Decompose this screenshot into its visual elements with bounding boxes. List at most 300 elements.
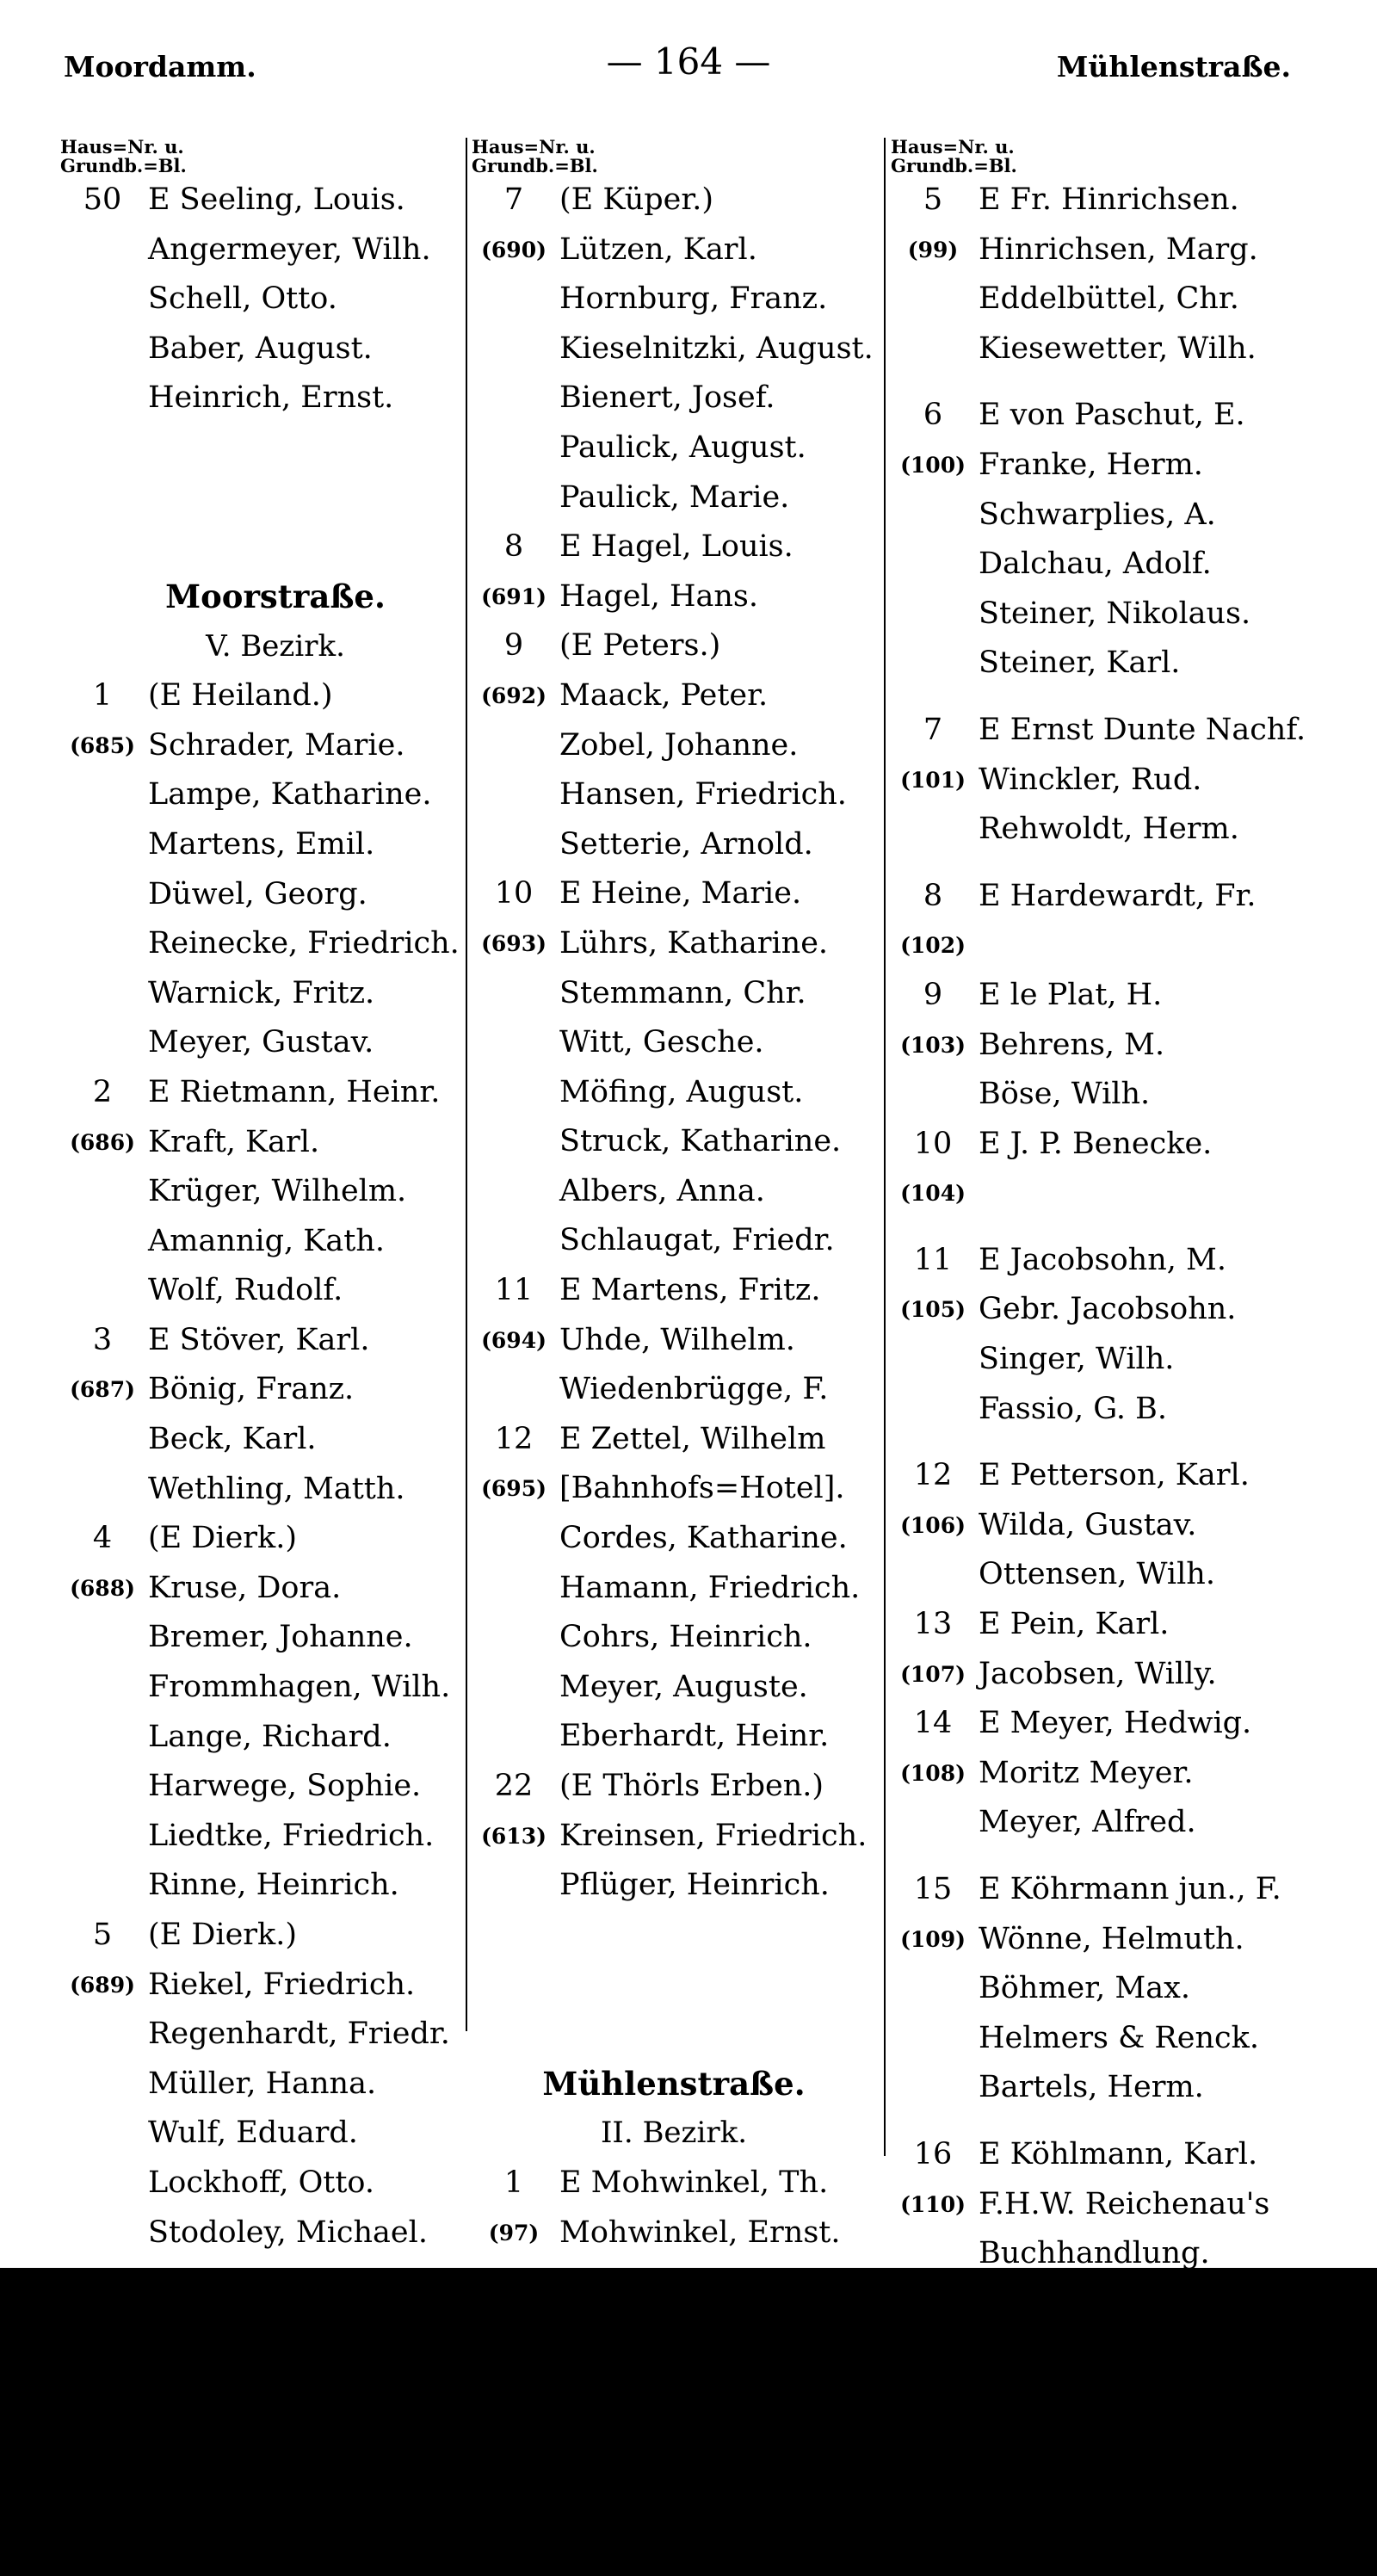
resident-name: Rinne, Heinrich. [148, 1868, 399, 1903]
list-item [60, 1465, 491, 1515]
list-item [472, 374, 876, 423]
resident-name: Hinrichsen, Marg. [979, 232, 1258, 267]
resident-name: Wiedenbrügge, F. [559, 1372, 829, 1407]
column-caption: Haus=Nr. u. Grundb.=Bl. [891, 136, 1017, 176]
list-item [60, 870, 491, 920]
list-item [891, 491, 1347, 541]
column-caption: Haus=Nr. u. Grundb.=Bl. [472, 136, 598, 176]
list-item [891, 1501, 1347, 1551]
list-item [472, 721, 876, 771]
list-item [472, 1464, 876, 1514]
list-item [472, 671, 876, 721]
house-number: (97) [488, 2220, 540, 2246]
resident-name: Zobel, Johanne. [559, 727, 799, 763]
resident-name: Singer, Wilh. [979, 1342, 1175, 1377]
resident-name: Schwarplies, A. [979, 497, 1216, 532]
resident-name: Liedtke, Friedrich. [148, 1818, 435, 1853]
list-item [891, 1169, 1347, 1219]
resident-name: Harwege, Sophie. [148, 1769, 422, 1804]
list-item [472, 2208, 876, 2258]
resident-name: Bremer, Johanne. [148, 1620, 413, 1655]
list-item [472, 324, 876, 374]
resident-name: Kiesewetter, Wilh. [979, 330, 1257, 366]
list-item [891, 1798, 1347, 1848]
house-number: 11 [494, 1273, 534, 1308]
house-number: 8 [923, 878, 943, 913]
list-item [472, 1216, 876, 1266]
resident-name: Paulick, Marie. [559, 479, 790, 515]
house-number: 10 [913, 1126, 953, 1161]
list-item [60, 1118, 491, 1168]
house-number: (98) [488, 2319, 540, 2344]
list-item [60, 1167, 491, 1217]
list-item [472, 1514, 876, 1564]
house-number: 1 [92, 678, 113, 713]
list-item [891, 2180, 1347, 2230]
list-item [60, 1266, 491, 1316]
list-item [472, 1266, 876, 1316]
house-number: (102) [900, 933, 966, 959]
resident-name: Steiner, Nikolaus. [979, 596, 1251, 631]
resident-name: E Martens, Fritz. [559, 1273, 821, 1308]
house-number: (103) [900, 1032, 966, 1058]
house-number: 12 [494, 1421, 534, 1456]
resident-name: Eberhardt, Heinr. [559, 1719, 830, 1754]
resident-name: Frommhagen, Wilh. [148, 1670, 451, 1705]
house-number: 17 [913, 2285, 953, 2320]
list-item [891, 1021, 1347, 1071]
house-number: 10 [494, 876, 534, 911]
list-item [472, 2307, 876, 2357]
resident-name: Meyer, Alfred. [979, 1805, 1196, 1840]
list-item [472, 1861, 876, 1911]
resident-name: E Zettel, Wilhelm [559, 1421, 826, 1456]
house-number: (111) [900, 2340, 966, 2366]
list-item [472, 1018, 876, 1068]
list-item [60, 919, 491, 969]
list-item [60, 1365, 491, 1415]
resident-name: Moritz Meyer. [979, 1755, 1194, 1790]
house-number: (108) [900, 1760, 966, 1786]
list-item [891, 2527, 1347, 2576]
house-number: 15 [913, 1872, 953, 1906]
resident-name: (E Küper.) [559, 182, 714, 217]
list-item [472, 969, 876, 1019]
resident-name: Lampe, Katharine. [148, 777, 432, 812]
resident-name: Jacobsen, Willy. [979, 1656, 1217, 1691]
column-3 [891, 138, 1347, 2576]
list-item [60, 324, 491, 374]
resident-name: Baber, August. [148, 330, 373, 366]
list-item [891, 2279, 1347, 2329]
resident-name: Bartels, Herm. [979, 2070, 1204, 2105]
resident-name: (E Thörls Erben.) [559, 1769, 824, 1803]
list-item [891, 1236, 1347, 1286]
resident-name: Meyer, Auguste. [559, 1669, 808, 1704]
list-item [472, 2159, 876, 2208]
list-item [891, 2063, 1347, 2113]
house-number: 8 [503, 529, 524, 565]
resident-name: Cordes, Katharine. [559, 1521, 848, 1556]
list-item [891, 971, 1347, 1021]
resident-name: Hagel, Hans. [559, 578, 758, 614]
resident-name: Müller, Hanna. [148, 2066, 377, 2101]
entry-list [472, 2159, 876, 2406]
house-number: (692) [481, 683, 546, 708]
resident-name: Gurkowski, Joh. [148, 2313, 390, 2349]
list-item [60, 2307, 491, 2357]
list-item [891, 2014, 1347, 2064]
house-number: (112) [900, 2439, 966, 2465]
resident-name: Buchhandlung. [979, 2236, 1210, 2271]
list-item [891, 1915, 1347, 1965]
list-item [472, 473, 876, 523]
list-item [472, 572, 876, 622]
list-item [60, 671, 491, 721]
list-item [60, 2406, 491, 2456]
resident-name: Witt, Gesche. [559, 1025, 764, 1060]
list-item [60, 1068, 491, 1118]
list-item [472, 820, 876, 870]
resident-name: E Hagel, Louis. [559, 529, 793, 565]
list-item [60, 2060, 491, 2110]
list-item [60, 225, 491, 275]
resident-name: E le Plat, H. [979, 977, 1163, 1012]
house-number: (99) [907, 237, 959, 263]
list-item [891, 1070, 1347, 1120]
resident-name: Behrens, M. [979, 1027, 1165, 1062]
resident-name: Lützen, Karl. [559, 232, 757, 267]
house-number: (689) [70, 1972, 135, 1998]
resident-name: E Meyer, Hedwig. [979, 1706, 1252, 1741]
house-number: 4 [92, 1521, 113, 1556]
list-item [60, 1713, 491, 1763]
list-item [891, 756, 1347, 806]
resident-name: Dunker, Karl. [979, 2484, 1182, 2519]
house-number: (613) [481, 1823, 546, 1849]
resident-name: Paulick, August. [559, 429, 806, 465]
resident-name: Struck, Katharine. [559, 1124, 842, 1159]
list-item [472, 1564, 876, 1614]
list-item [60, 1217, 491, 1267]
list-item [60, 1911, 491, 1961]
resident-name: Hornburg, Franz. [559, 281, 828, 317]
resident-name: Hamann, Friedrich. [559, 1570, 861, 1605]
resident-name: Wulf, Eduard. [148, 2116, 358, 2151]
house-number: (690) [481, 237, 546, 263]
list-item [891, 1285, 1347, 1335]
resident-name: Fassio, G. B. [979, 1391, 1168, 1426]
resident-name: E Ernst Dunte Nachf. [979, 712, 1306, 747]
list-item [891, 1865, 1347, 1915]
house-number: 13 [913, 1607, 953, 1642]
resident-name: Lockhoff, Otto. [148, 2165, 375, 2200]
list-item [472, 1762, 876, 1812]
resident-name: Meyer, Gustav. [148, 1025, 374, 1060]
resident-name: Möfing, August. [559, 1074, 804, 1109]
resident-name: Düwel, Georg. [148, 876, 367, 911]
list-item [891, 2428, 1347, 2478]
resident-name: Paterhuber, August. [148, 2412, 453, 2448]
list-item [891, 324, 1347, 374]
street-heading: Mühlenstraße. [542, 2064, 806, 2103]
list-item [60, 1316, 491, 1366]
house-number: (695) [481, 1476, 546, 1502]
list-item [891, 1385, 1347, 1435]
list-item [891, 441, 1347, 491]
resident-name: E Köhrmann jun., F. [979, 1872, 1281, 1906]
list-item [891, 1964, 1347, 2014]
house-number: (686) [70, 1129, 135, 1155]
house-number: (106) [900, 1512, 966, 1538]
house-number: (105) [900, 1297, 966, 1323]
list-item [891, 275, 1347, 324]
list-item [891, 2229, 1347, 2279]
list-item [60, 969, 491, 1019]
resident-name: Regenhardt, Friedr. [148, 2017, 450, 2052]
resident-name: Mohwinkel, Ernst. [559, 2215, 841, 2250]
list-item [472, 1316, 876, 1366]
list-item [60, 820, 491, 870]
column-caption: Haus=Nr. u. Grundb.=Bl. [60, 136, 187, 176]
list-item [472, 1663, 876, 1713]
list-item [60, 2258, 491, 2307]
list-item [60, 2109, 491, 2159]
list-item [891, 2130, 1347, 2180]
list-item [891, 1749, 1347, 1799]
list-item [891, 2328, 1347, 2378]
list-item [60, 176, 491, 225]
resident-name: Wönne, Helmuth. [979, 1921, 1244, 1956]
resident-name: E Jacobsohn, M. [979, 1242, 1226, 1277]
list-item [60, 1613, 491, 1663]
list-item [60, 1018, 491, 1068]
resident-name: Schlaugat, Friedr. [559, 1223, 835, 1258]
header-left-street: Moordamm. [64, 50, 256, 83]
resident-name: E Rietmann, Heinr. [148, 1074, 441, 1109]
resident-name: E Carl u. Fr. Dunker. [979, 2384, 1294, 2419]
resident-name: Lange, Richard. [148, 1719, 392, 1754]
resident-name: Krüger, Wilhelm. [148, 1174, 407, 1209]
list-item [60, 1961, 491, 2011]
district-label: V. Bezirk. [206, 628, 345, 664]
resident-name: Schrader, Marie. [148, 727, 405, 763]
resident-name: Steiner, Karl. [979, 646, 1181, 681]
list-item [60, 770, 491, 820]
entry-list [472, 176, 876, 1911]
list-item [891, 225, 1347, 275]
house-number: 18 [913, 2384, 953, 2419]
house-number: 16 [913, 2136, 953, 2171]
resident-name: Wilda, Gustav. [979, 1507, 1197, 1542]
house-number: (688) [70, 1575, 135, 1601]
house-number: 6 [923, 398, 943, 433]
resident-name: Kruse, Dora. [148, 1570, 342, 1605]
list-item [472, 1712, 876, 1762]
resident-name: Bienert, Josef. [559, 380, 775, 416]
resident-name: Kieselnitzki, August. [559, 330, 874, 366]
list-item [891, 2378, 1347, 2428]
list-item [472, 1365, 876, 1415]
resident-name: Seifert, Johann. [148, 2363, 387, 2399]
resident-name: E Petterson, Karl. [979, 1458, 1250, 1493]
house-number: 7 [503, 182, 524, 217]
list-item [891, 176, 1347, 225]
resident-name: E Pein, Karl. [979, 1607, 1170, 1642]
resident-name: Heinrich, Ernst. [148, 380, 394, 416]
house-number: (104) [900, 1181, 966, 1207]
list-item [60, 2159, 491, 2208]
list-item [472, 621, 876, 671]
resident-name: Franke, Herm. [979, 447, 1203, 482]
resident-name: E von Paschut, E. [979, 398, 1245, 433]
house-number: 14 [913, 1706, 953, 1741]
column-2 [472, 138, 876, 2406]
house-number: (694) [481, 1327, 546, 1353]
resident-name: Setterie, Arnold. [559, 826, 813, 862]
resident-name: Wethling, Matth. [148, 1471, 405, 1506]
list-item [60, 1812, 491, 1862]
resident-name: Stodoley, Michael. [148, 2215, 428, 2250]
resident-name: E J. P. Benecke. [979, 1126, 1213, 1161]
list-item [472, 869, 876, 919]
resident-name: Bönig, Franz. [148, 1372, 355, 1407]
list-item [891, 1600, 1347, 1650]
house-number: 2 [92, 1074, 113, 1109]
resident-name: Lührs, Katharine. [559, 925, 829, 961]
list-item [60, 1663, 491, 1713]
list-item [891, 921, 1347, 971]
list-item [891, 639, 1347, 689]
list-item [60, 2010, 491, 2060]
resident-name: Reinecke, Friedrich. [148, 926, 460, 961]
resident-name: E Heine, Marie. [559, 876, 802, 911]
resident-name: Kreinsen, Friedrich. [559, 1818, 868, 1853]
resident-name: Eddelbüttel, Chr. [979, 281, 1239, 317]
list-item [472, 275, 876, 324]
list-item [60, 1415, 491, 1465]
house-number: 11 [913, 1242, 953, 1277]
list-item [891, 1120, 1347, 1170]
house-number: 12 [913, 1458, 953, 1493]
resident-name: (E Dierk.) [148, 1918, 298, 1952]
resident-name: [Neubau.] [979, 2335, 1133, 2370]
resident-name: (E Heiland.) [148, 678, 333, 713]
resident-name: (E Dierk.) [148, 1521, 298, 1556]
list-item [60, 2208, 491, 2258]
list-item [891, 1699, 1347, 1749]
street-heading: Moorstraße. [165, 577, 386, 615]
resident-name: [Bahnhofs=Hotel]. [559, 1471, 845, 1506]
resident-name: E Thießen, Rud. [559, 2264, 806, 2300]
list-item [891, 391, 1347, 441]
resident-name: Behsen, Heinr. [559, 2313, 785, 2349]
resident-name: Böhmer, Max. [979, 1971, 1190, 2006]
page-number: — 164 — [606, 40, 771, 83]
resident-name: E Hardewardt, Fr. [979, 878, 1257, 913]
district-label: II. Bezirk. [600, 2116, 748, 2151]
resident-name: F.H.W. Reichenau's [979, 2186, 1270, 2221]
list-item [60, 1762, 491, 1812]
column-1 [60, 138, 491, 2456]
resident-name: E Köhlmann, Karl. [979, 2136, 1258, 2171]
house-number: (685) [70, 732, 135, 758]
resident-name: Rohde, Dorothea [559, 2363, 818, 2399]
column-divider [884, 138, 886, 2156]
house-number: 5 [92, 1918, 113, 1952]
list-item [891, 2477, 1347, 2527]
list-item [472, 2258, 876, 2307]
resident-name: Albers, Anna. [559, 1173, 765, 1208]
entry-list [60, 176, 491, 423]
entry-list [891, 176, 1347, 2576]
resident-name: Dunker, Friedr. [979, 2533, 1211, 2568]
resident-name: Gebr. Jacobsohn. [979, 1292, 1237, 1327]
list-item [891, 1650, 1347, 1700]
resident-name: Warnick, Fritz. [148, 975, 375, 1010]
resident-name: E Fr. Hinrichsen. [979, 182, 1239, 217]
house-number: 50 [83, 182, 122, 217]
house-number: 9 [923, 977, 943, 1012]
resident-name: Hansen, Friedrich. [559, 777, 847, 812]
header-right-street: Mühlenstraße. [1056, 50, 1291, 83]
list-item [472, 1117, 876, 1167]
resident-name: Rehwoldt, Herm. [979, 812, 1239, 847]
list-item [472, 1167, 876, 1217]
resident-name: Winckler, Rud. [979, 762, 1202, 797]
list-item [60, 1861, 491, 1911]
house-number: (101) [900, 767, 966, 793]
house-number: 22 [494, 1769, 534, 1803]
resident-name: E Stöver, Karl. [148, 1322, 370, 1357]
resident-name: Beck, Karl. [148, 1422, 317, 1457]
list-item [891, 540, 1347, 590]
list-item [472, 919, 876, 969]
house-number: (693) [481, 930, 546, 956]
resident-name: Dalchau, Adolf. [979, 547, 1212, 582]
list-item [472, 176, 876, 225]
resident-name: Pflüger, Heinrich. [559, 1868, 830, 1903]
list-item [60, 275, 491, 324]
house-number: (687) [70, 1377, 135, 1403]
resident-name: Ottensen, Wilh. [979, 1557, 1215, 1592]
resident-name: Amannig, Kath. [148, 1223, 386, 1258]
list-item [472, 225, 876, 275]
list-item [891, 1451, 1347, 1501]
resident-name: Wolf, Rudolf. [148, 1273, 343, 1308]
list-item [472, 1613, 876, 1663]
resident-name: Riekel, Friedrich. [148, 1967, 416, 2002]
resident-name: Dunker, H. J. [979, 2434, 1173, 2469]
resident-name: (E Peters.) [559, 628, 721, 664]
resident-name: Angermeyer, Wilh. [148, 232, 431, 267]
resident-name: E Seeling, Louis. [148, 182, 405, 217]
resident-name: Cohrs, Heinrich. [559, 1620, 812, 1655]
house-number: 9 [503, 628, 524, 664]
resident-name: Böse, Wilh. [979, 1077, 1151, 1112]
list-item [60, 2357, 491, 2406]
list-item [891, 590, 1347, 639]
list-item [60, 1514, 491, 1564]
list-item [891, 872, 1347, 922]
list-item [472, 1415, 876, 1465]
list-item [891, 805, 1347, 855]
resident-name: Maack, Peter. [559, 677, 769, 713]
entry-list [60, 671, 491, 2456]
list-item [60, 721, 491, 771]
resident-name: Asbar, Barthold. [148, 2264, 396, 2300]
house-number: (107) [900, 1661, 966, 1687]
